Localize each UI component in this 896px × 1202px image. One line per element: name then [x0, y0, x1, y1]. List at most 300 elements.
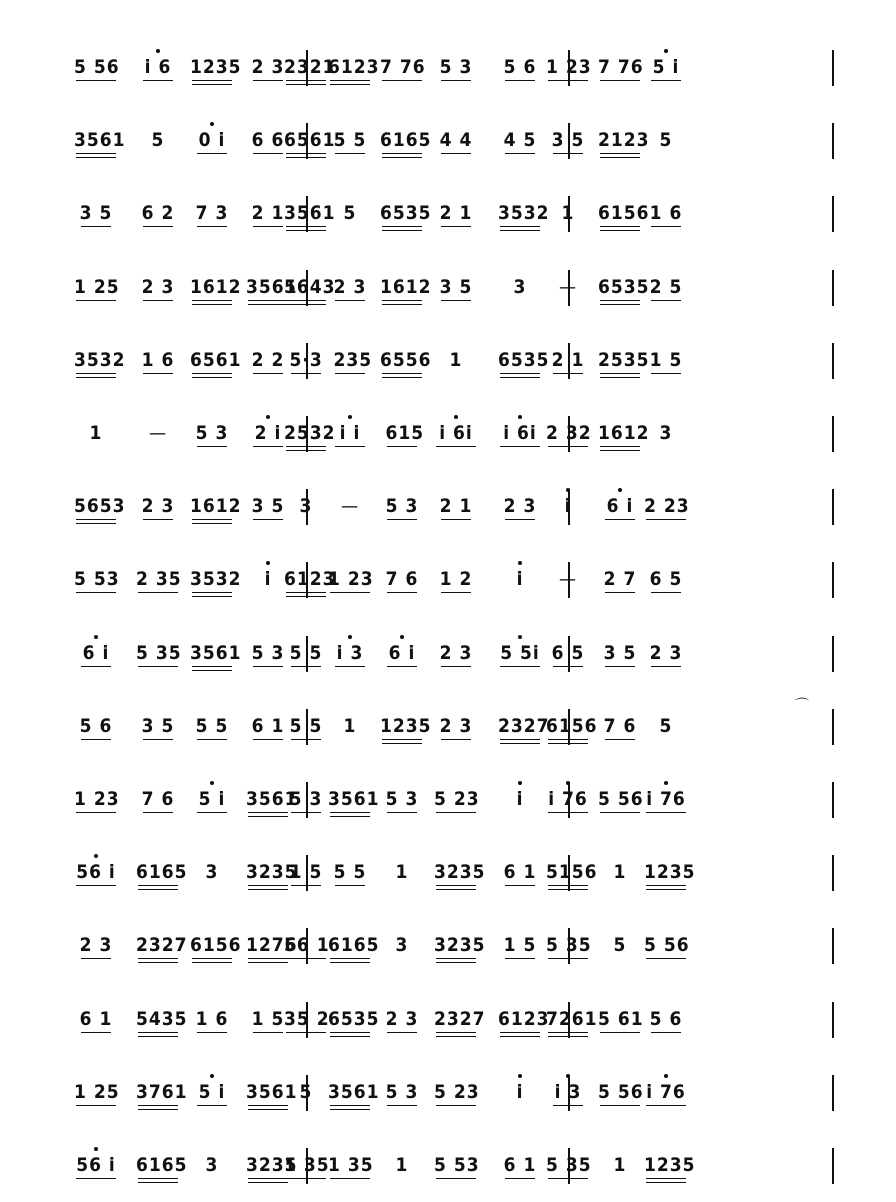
underline [330, 84, 371, 85]
note-group [440, 624, 473, 684]
score-line [60, 550, 840, 610]
note-text: 5 61 [598, 1007, 644, 1030]
note-group [380, 38, 424, 98]
note-text: 6535 [328, 1007, 380, 1030]
underline [192, 300, 233, 301]
note-text: 6556 [380, 348, 432, 371]
note-text: i [264, 568, 272, 591]
note-group [246, 843, 298, 903]
note-group [136, 1136, 188, 1196]
note-text: 2 3 [503, 495, 537, 518]
barline [832, 1148, 834, 1184]
note-text: 3561 [246, 275, 298, 298]
underline [600, 812, 641, 813]
underline [605, 519, 635, 520]
note-group [74, 770, 118, 830]
underline [441, 592, 471, 593]
score-line [60, 404, 840, 464]
underline [197, 226, 227, 227]
underline [382, 226, 423, 227]
note-group [498, 990, 550, 1050]
barline [832, 928, 834, 964]
note-text: 1 23 [74, 788, 120, 810]
note-text: 6535 [498, 348, 550, 371]
note-group [546, 770, 590, 830]
note-text: i 6i [439, 422, 473, 444]
note-text: — [558, 275, 578, 298]
octave-dot [94, 635, 98, 639]
note-group [284, 404, 336, 464]
note-group [290, 697, 323, 757]
note-text: 3532 [190, 568, 242, 591]
underline [382, 739, 423, 740]
octave-dot [518, 781, 522, 785]
underline [441, 153, 471, 154]
note-group [136, 624, 180, 684]
note-group [74, 111, 126, 171]
underline [192, 373, 233, 374]
underline [500, 1036, 541, 1037]
underline [651, 373, 681, 374]
note-text: 1235 [190, 56, 242, 78]
underline [505, 80, 535, 81]
note-group [546, 916, 590, 976]
score-line [60, 697, 840, 757]
underline [646, 1182, 687, 1183]
note-text: 5 3 [439, 56, 473, 78]
note-group [507, 1063, 533, 1123]
underline [197, 1105, 227, 1106]
note-group [334, 843, 367, 903]
note-group [607, 843, 633, 903]
note-text: 5 56 [598, 788, 644, 810]
note-group [142, 184, 175, 244]
note-group [504, 477, 537, 537]
underline [76, 592, 117, 593]
underline [143, 226, 173, 227]
note-text: 5 [659, 129, 673, 152]
note-text: 7 6 [385, 568, 419, 591]
note-text: 6 1 [79, 1007, 113, 1030]
underline [330, 1032, 371, 1033]
note-text: 7 3 [195, 202, 229, 225]
note-text: 3 5 [251, 495, 285, 518]
underline [646, 885, 687, 886]
octave-dot [518, 635, 522, 639]
note-text: 5 56 [74, 56, 120, 78]
underline [387, 592, 417, 593]
underline [248, 1182, 289, 1183]
note-group [252, 697, 285, 757]
note-text: 3532 [498, 202, 550, 225]
note-group [142, 38, 175, 98]
note-group [507, 258, 533, 318]
note-text: 1 [449, 348, 463, 371]
octave-dot [348, 415, 352, 419]
note-group [284, 184, 336, 244]
note-text: 5 [151, 129, 165, 152]
note-text: 6123 [284, 568, 336, 591]
underline [192, 596, 233, 597]
underline [548, 812, 589, 813]
underline [81, 958, 111, 959]
note-text: 3235 [246, 1154, 298, 1176]
underline [600, 300, 641, 301]
underline [143, 80, 173, 81]
note-text: 1612 [380, 275, 432, 298]
note-text: 2327 [434, 1007, 486, 1030]
underline [197, 153, 227, 154]
note-text: 2 1 [439, 202, 473, 225]
note-text: 5 53 [434, 1154, 480, 1176]
note-text: 2 1 [251, 202, 285, 225]
underline [253, 1032, 283, 1033]
note-group [246, 1063, 298, 1123]
note-text: 5 [613, 934, 627, 957]
note-text: 6 1 [503, 1154, 537, 1176]
note-group [650, 184, 683, 244]
note-group [196, 770, 229, 830]
note-text: 3561 [246, 1080, 298, 1103]
underline [76, 812, 117, 813]
note-text: 2 3 [649, 641, 683, 664]
note-text: 2 3 [141, 275, 175, 298]
underline [76, 300, 117, 301]
note-text: i [516, 788, 524, 810]
note-text: 1 [395, 1154, 409, 1176]
note-group [650, 624, 683, 684]
underline [330, 1109, 371, 1110]
underline [291, 373, 321, 374]
underline [248, 962, 289, 963]
note-group [290, 843, 323, 903]
note-group [443, 331, 469, 391]
note-group [74, 38, 118, 98]
note-group [328, 990, 380, 1050]
underline [286, 596, 327, 597]
underline [605, 739, 635, 740]
note-text: 3561 [284, 202, 336, 225]
score-line [60, 770, 840, 830]
note-group [440, 550, 473, 610]
underline [76, 1178, 117, 1179]
note-group [644, 1136, 696, 1196]
underline [143, 373, 173, 374]
underline [253, 226, 283, 227]
note-text: 1235 [380, 714, 432, 737]
note-text: 7261 [546, 1007, 598, 1030]
note-group [142, 770, 175, 830]
note-group [334, 624, 367, 684]
note-text: 4 5 [503, 129, 537, 152]
note-text: 6156 [546, 714, 598, 737]
note-text: 5653 [74, 495, 126, 518]
barline [832, 489, 834, 525]
note-text: 1 [343, 714, 357, 737]
note-group [555, 477, 581, 537]
underline [291, 812, 321, 813]
note-text: 2 3 [79, 934, 113, 957]
note-text: 2 2 [251, 348, 285, 371]
note-group [290, 331, 323, 391]
note-group [284, 111, 336, 171]
underline [382, 743, 423, 744]
note-text: 3561 [74, 129, 126, 152]
note-group [598, 258, 650, 318]
underline [600, 1032, 641, 1033]
note-group [504, 843, 537, 903]
note-text: 1 [561, 202, 575, 225]
note-text: 2 i [254, 422, 282, 444]
note-text: — [148, 422, 168, 444]
underline [248, 304, 289, 305]
note-text: 6156 [190, 934, 242, 957]
note-group [196, 111, 229, 171]
note-group [555, 184, 581, 244]
note-group [389, 1136, 415, 1196]
score-line [60, 38, 840, 98]
note-group [598, 111, 650, 171]
underline [600, 230, 641, 231]
underline [248, 958, 289, 959]
note-group [644, 477, 688, 537]
note-text: — [558, 568, 578, 591]
underline [192, 666, 233, 667]
note-group [440, 184, 473, 244]
note-group [284, 1136, 328, 1196]
note-text: 5·3 [289, 348, 323, 371]
underline [436, 812, 477, 813]
barline [832, 709, 834, 745]
underline [382, 300, 423, 301]
note-text: 1 6 [195, 1007, 229, 1030]
note-text: 2327 [136, 934, 188, 957]
note-group [386, 624, 419, 684]
note-group [74, 1063, 118, 1123]
note-group [440, 111, 473, 171]
note-group [498, 697, 550, 757]
note-text: 6561 [284, 129, 336, 152]
underline [441, 80, 471, 81]
note-text: 2 3 [333, 275, 367, 298]
underline [387, 519, 417, 520]
score-line [60, 916, 840, 976]
underline [81, 1032, 111, 1033]
underline [143, 519, 173, 520]
note-text: 6165 [328, 934, 380, 957]
note-group [555, 258, 581, 318]
underline [646, 889, 687, 890]
underline [286, 304, 327, 305]
underline [286, 153, 327, 154]
underline [330, 958, 371, 959]
note-text: 2 32 [546, 422, 592, 444]
octave-dot [210, 1074, 214, 1078]
note-group [552, 111, 585, 171]
underline [192, 304, 233, 305]
note-text: 5 3 [385, 495, 419, 518]
underline [548, 743, 589, 744]
underline [505, 958, 535, 959]
note-group [190, 916, 242, 976]
underline [548, 80, 589, 81]
underline [143, 739, 173, 740]
note-group [653, 404, 679, 464]
underline [81, 739, 111, 740]
note-group [440, 38, 473, 98]
note-group [650, 550, 683, 610]
note-group [246, 770, 298, 830]
note-text: 1612 [598, 422, 650, 444]
note-group [385, 404, 425, 464]
underline [651, 1032, 681, 1033]
barline [832, 855, 834, 891]
underline [248, 1105, 289, 1106]
note-text: 5 3 [251, 641, 285, 664]
underline [286, 1032, 327, 1033]
note-group [328, 38, 380, 98]
underline [553, 1105, 583, 1106]
underline [605, 592, 635, 593]
underline [441, 739, 471, 740]
note-text: 5 53 [74, 568, 120, 591]
underline [436, 1032, 477, 1033]
barline [832, 416, 834, 452]
underline [500, 739, 541, 740]
underline [382, 80, 423, 81]
note-text: 2 5 [649, 275, 683, 298]
underline [248, 1178, 289, 1179]
note-text: 2532 [284, 422, 336, 444]
note-group [80, 697, 113, 757]
underline [76, 1105, 117, 1106]
underline [330, 1105, 371, 1106]
note-text: 6561 [190, 348, 242, 371]
barline [832, 343, 834, 379]
note-group [255, 550, 281, 610]
underline [335, 153, 365, 154]
note-group [504, 111, 537, 171]
note-text: 1 [613, 1154, 627, 1176]
note-text: 1235 [644, 1154, 696, 1176]
underline [651, 300, 681, 301]
note-text: 4 4 [439, 129, 473, 152]
underline [76, 80, 117, 81]
underline [286, 230, 327, 231]
octave-dot [266, 561, 270, 565]
underline [505, 1178, 535, 1179]
note-text: 5 6 [503, 56, 537, 78]
note-text: 5 6 [79, 714, 113, 737]
note-text: 615 [385, 422, 425, 444]
underline [76, 373, 117, 374]
note-group [380, 331, 432, 391]
underline [500, 446, 541, 447]
note-group [293, 1063, 319, 1123]
underline [138, 962, 179, 963]
underline [646, 1105, 687, 1106]
note-group [136, 916, 188, 976]
score-line [60, 477, 840, 537]
underline [548, 739, 589, 740]
note-text: 5 35 [546, 1154, 592, 1176]
note-text: 5 3 [385, 1080, 419, 1103]
underline [500, 226, 541, 227]
note-group [650, 331, 683, 391]
note-text: 6 5 [551, 641, 585, 664]
underline [387, 666, 417, 667]
note-group [440, 477, 473, 537]
underline [436, 958, 477, 959]
octave-dot [518, 561, 522, 565]
note-text: i 76 [646, 1080, 686, 1103]
note-text: 3235 [434, 934, 486, 957]
underline [143, 300, 173, 301]
underline [651, 80, 681, 81]
note-group [284, 258, 336, 318]
score-line [60, 843, 840, 903]
underline [387, 446, 417, 447]
underline [143, 812, 173, 813]
note-group [546, 843, 598, 903]
underline [600, 226, 641, 227]
underline [192, 80, 233, 81]
octave-dot [210, 781, 214, 785]
octave-dot [518, 1074, 522, 1078]
underline [138, 889, 179, 890]
note-text: 6156 [598, 202, 650, 225]
note-text: 1 [89, 422, 103, 444]
note-group [328, 1063, 380, 1123]
note-text: 6123 [328, 56, 380, 78]
underline [600, 377, 641, 378]
note-text: 1 23 [546, 56, 592, 78]
note-group [386, 990, 419, 1050]
note-text: 5 3 [289, 788, 323, 810]
underline [500, 373, 541, 374]
note-group [555, 550, 581, 610]
note-group [196, 404, 229, 464]
note-group [284, 550, 336, 610]
underline [286, 592, 327, 593]
note-text: 1 [395, 861, 409, 884]
note-text: 2 1 [551, 348, 585, 371]
note-group [440, 258, 473, 318]
underline [81, 666, 111, 667]
underline [505, 519, 535, 520]
underline [253, 153, 283, 154]
note-group [136, 843, 188, 903]
note-group [598, 990, 642, 1050]
underline [138, 592, 179, 593]
note-group [74, 331, 126, 391]
note-text: 6535 [598, 275, 650, 298]
note-text: 3 5 [141, 714, 175, 737]
note-group [142, 331, 175, 391]
note-group [504, 38, 537, 98]
note-text: 235 [333, 348, 373, 371]
underline [500, 1032, 541, 1033]
underline [286, 80, 327, 81]
underline [330, 592, 371, 593]
note-text: 2 35 [136, 568, 182, 591]
note-group [190, 624, 242, 684]
underline [600, 80, 641, 81]
note-group [598, 770, 642, 830]
underline [387, 1032, 417, 1033]
note-text: 1 [613, 861, 627, 884]
underline [553, 373, 583, 374]
